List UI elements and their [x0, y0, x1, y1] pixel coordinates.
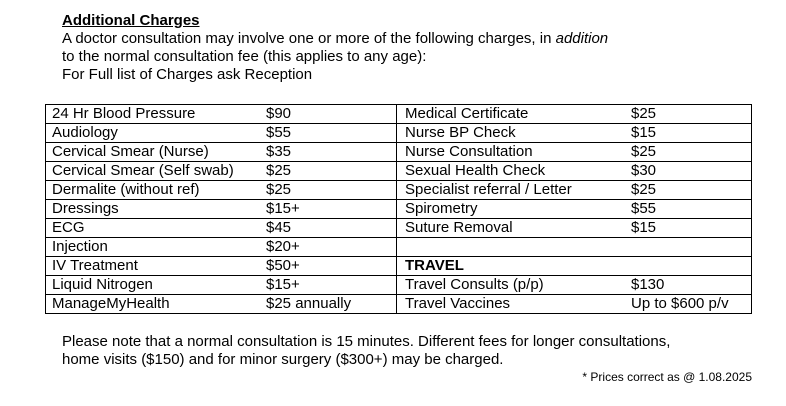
left-charge-name: Injection: [46, 238, 263, 257]
right-charge-name: Spirometry: [397, 200, 626, 219]
right-charge-name: Sexual Health Check: [397, 162, 626, 181]
table-row: [46, 124, 752, 143]
left-charge-price: $35: [262, 143, 397, 162]
right-charge-name: Specialist referral / Letter: [397, 181, 626, 200]
right-charge-name: Medical Certificate: [397, 105, 626, 124]
left-charge-name: Audiology: [46, 124, 263, 143]
right-charge-name: Travel Vaccines: [397, 295, 626, 314]
table-row: [46, 105, 752, 124]
travel-section-heading: TRAVEL: [397, 257, 626, 276]
table-row: [46, 276, 752, 295]
left-charge-price: $25 annually: [262, 295, 397, 314]
left-charge-name: ECG: [46, 219, 263, 238]
right-charge-name: Nurse BP Check: [397, 124, 626, 143]
left-charge-name: Cervical Smear (Nurse): [46, 143, 263, 162]
intro-line-1: [62, 30, 608, 48]
table-row: [46, 162, 752, 181]
right-charge-name: Nurse Consultation: [397, 143, 626, 162]
right-charge-price: [625, 257, 752, 276]
table-row: [46, 143, 752, 162]
left-charge-price: $90: [262, 105, 397, 124]
right-charge-price: [625, 238, 752, 257]
table-row: [46, 257, 752, 276]
right-charge-price: Up to $600 p/v: [625, 295, 752, 314]
right-charge-price: $15: [625, 219, 752, 238]
left-charge-price: $20+: [262, 238, 397, 257]
intro-line-1-text: A doctor consultation may involve one or more of the following charges, in: [62, 30, 556, 47]
left-charge-name: Dermalite (without ref): [46, 181, 263, 200]
right-charge-price: $25: [625, 105, 752, 124]
left-charge-name: Cervical Smear (Self swab): [46, 162, 263, 181]
right-charge-name: Travel Consults (p/p): [397, 276, 626, 295]
left-charge-price: $45: [262, 219, 397, 238]
intro-section: [62, 12, 608, 84]
right-charge-price: $130: [625, 276, 752, 295]
left-charge-name: 24 Hr Blood Pressure: [46, 105, 263, 124]
table-row: [46, 295, 752, 314]
left-charge-name: Dressings: [46, 200, 263, 219]
left-charge-price: $50+: [262, 257, 397, 276]
charges-table: [45, 104, 752, 314]
left-charge-price: $25: [262, 181, 397, 200]
prices-correct-footnote: * Prices correct as @ 1.08.2025: [582, 370, 752, 384]
right-charge-name: [397, 238, 626, 257]
note-line-1: Please note that a normal consultation is 15 minutes. Different fees for longer consultations,: [62, 333, 671, 350]
right-charge-price: $25: [625, 143, 752, 162]
right-charge-price: $30: [625, 162, 752, 181]
table-row: [46, 238, 752, 257]
left-charge-name: IV Treatment: [46, 257, 263, 276]
left-charge-price: $15+: [262, 200, 397, 219]
left-charge-name: ManageMyHealth: [46, 295, 263, 314]
intro-line-2: to the normal consultation fee (this applies to any age):: [62, 48, 427, 65]
table-row: [46, 219, 752, 238]
left-charge-name: Liquid Nitrogen: [46, 276, 263, 295]
right-charge-price: $55: [625, 200, 752, 219]
consultation-note: [62, 333, 670, 369]
right-charge-name: Suture Removal: [397, 219, 626, 238]
left-charge-price: $15+: [262, 276, 397, 295]
left-charge-price: $25: [262, 162, 397, 181]
intro-line-3: For Full list of Charges ask Reception: [62, 66, 313, 83]
right-charge-price: $15: [625, 124, 752, 143]
left-charge-price: $55: [262, 124, 397, 143]
page-title: Additional Charges: [62, 12, 200, 29]
right-charge-price: $25: [625, 181, 752, 200]
note-line-2: home visits ($150) and for minor surgery ($300+) may be charged.: [62, 351, 504, 368]
intro-emphasis: addition: [555, 30, 609, 47]
table-row: [46, 181, 752, 200]
table-row: [46, 200, 752, 219]
